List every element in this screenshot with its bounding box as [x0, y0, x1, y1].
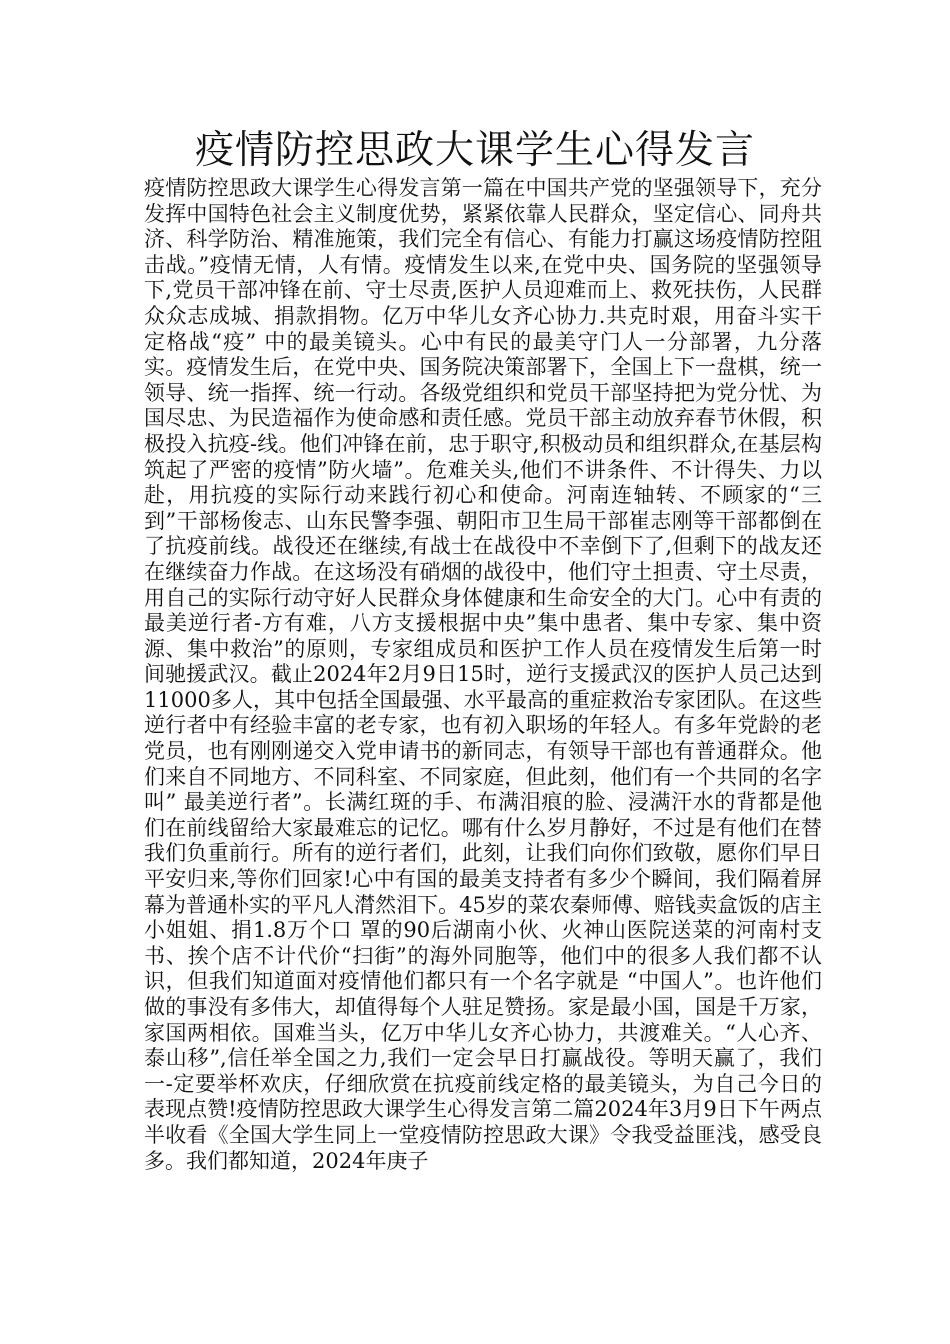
document-body-text: 疫情防控思政大课学生心得发言第一篇在中国共产党的坚强领导下，充分发挥中国特色社会主义制度优势，紧紧依靠人民群众，坚定信心、同舟共济、科学防治、精准施策，我们完全有信心、有能力打赢这场疫情防控阻击战。”疫情无情，人有情。疫情发生以来,在党中央、国务院的坚强领导下,党员干部冲锋在前、守士尽责,医护人员迎难而上、救死扶伤，人民群众众志成城、捐款捐物。亿万中华儿女齐心协力.共克时艰，用奋斗实干定格战“疫” 中的最美镜头。心中有民的最美守门人一分部署，九分落实。疫情发生后，在党中央、国务院决策部署下，全国上下一盘棋，统一领导、统一指挥、统一行动。各级党组织和党员干部坚持把为党分忧、为国尽忠、为民造福作为使命感和责任感。党员干部主动放弃春节休假，积极投入抗疫-线。他们冲锋在前，忠于职守,积极动员和组织群众,在基层构筑起了严密的疫情”防火墙”。危难关头,他们不讲条件、不计得失、力以赴，用抗疫的实际行动来践行初心和使命。河南连轴转、不顾家的“三到”干部杨俊志、山东民警李强、朝阳市卫生局干部崔志刚等干部都倒在了抗疫前线。战役还在继续,有战士在战役中不幸倒下了,但剩下的战友还在继续奋力作战。在这场没有硝烟的战役中，他们守土担责、守土尽责，用自己的实际行动守好人民群众身体健康和生命安全的大门。心中有责的最美逆行者-方有难，八方支援根据中央”集中患者、集中专家、集中资源、集中救治”的原则，专家组成员和医护工作人员在疫情发生后第一时间驰援武汉。截止2024年2月9日15时，逆行支援武汉的医护人员己达到11000多人，其中包括全国最强、水平最高的重症救治专家团队。在这些逆行者中有经验丰富的老专家，也有初入职场的年轻人。有多年党龄的老党员，也有刚刚递交入党申请书的新同志，有领导干部也有普通群众。他们来自不同地方、不同科室、不同家庭，但此刻，他们有一个共同的名字叫” 最美逆行者”。长满红斑的手、布满泪痕的脸、浸满汗水的背都是他们在前线留给大家最难忘的记忆。哪有什么岁月静好，不过是有他们在替我们负重前行。所有的逆行者们，此刻，让我们向你们致敬，愿你们早日平安归来,等你们回家!心中有国的最美支持者有多少个瞬间，我们隔着屏幕为普通朴实的平凡人潸然泪下。45岁的菜农秦师傅、赔钱卖盒饭的店主小姐姐、捐1.8万个口 罩的90后湖南小伙、火神山医院送菜的河南村支书、挨个店不计代价“扫街”的海外同胞等，他们中的很多人我们都不认识，但我们知道面对疫情他们都只有一个名字就是 “中国人”。也许他们做的事没有多伟大，却值得每个人驻足赞扬。家是最小国，国是千万家，家国两相依。国难当头，亿万中华儿女齐心协力，共渡难关。“人心齐、 泰山移”,信任举全国之力,我们一定会早日打赢战役。等明天赢了，我们一-定要举杯欢庆，仔细欣赏在抗疫前线定格的最美镜头，为自己今日的表现点赞!疫情防控思政大课学生心得发言第二篇2024年3月9日下午两点半收看《全国大学生同上一堂疫情防控思政大课》令我受益匪浅，感受良多。我们都知道，2024年庚子	[144, 176, 822, 1173]
document-title: 疫情防控思政大课学生心得发言	[194, 128, 755, 173]
